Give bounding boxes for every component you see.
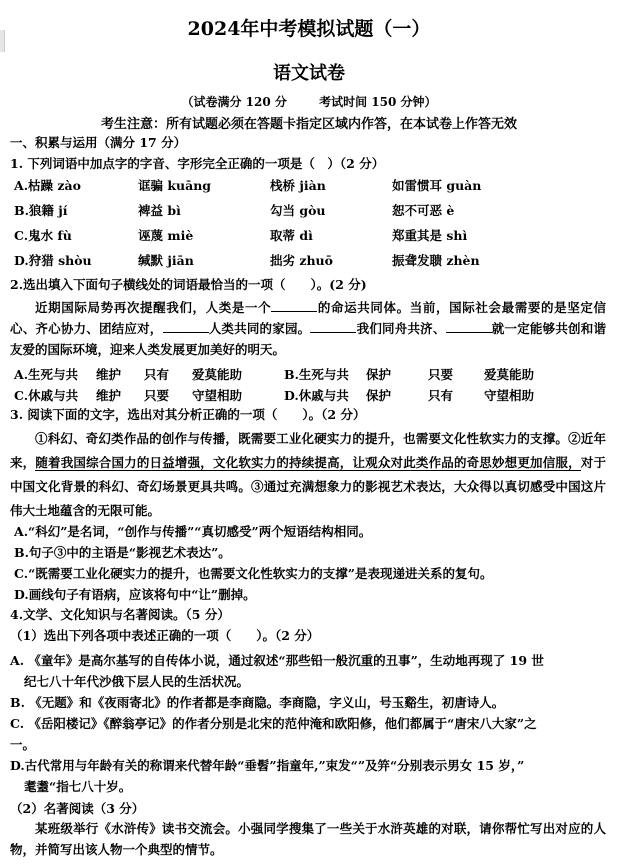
q2-option-c-word: 维护 xyxy=(96,388,122,403)
q2-option-c: C.休戚与共 xyxy=(14,388,79,403)
q4-option-b: B. 《无题》和《夜雨寄北》的作者都是李商隐。李商隐，字义山，号玉谿生，初唐诗人。 xyxy=(10,695,505,710)
q1-word: 拙劣 zhuō xyxy=(270,253,333,268)
q1-word: 取蒂 dì xyxy=(270,228,313,243)
q3-option-b: B.句子③中的主语是“影视艺术表达”。 xyxy=(14,545,231,560)
exam-notice: 考生注意：所有试题必须在答题卡指定区域内作答，在本试卷上作答无效 xyxy=(100,117,517,132)
q4-sub2-passage: 某班级举行《水浒传》读书交流会。小强同学搜集了一些关于水浒英雄的对联，请你帮忙写出对应的人物，并简写出该人物一个典型的情节。 xyxy=(10,821,606,857)
q4-sub2: （2）名著阅读（3 分） xyxy=(10,801,145,816)
q3-option-c: C.“既需要工业化硬实力的提升，也需要文化性软实力的支撑”是表现递进关系的复句。 xyxy=(14,566,493,581)
q2-option-c-word: 守望相助 xyxy=(192,388,243,403)
q1-word: C.鬼水 fù xyxy=(14,228,72,243)
q2-option-d: D.休戚与共 xyxy=(284,388,349,403)
q2-options-row-2 xyxy=(14,386,614,403)
q2-text: 的命运共同体。当前，国际社会最需要的是坚定信心、齐心协力、团结应对， xyxy=(10,300,606,336)
q2-passage xyxy=(10,297,606,363)
page-title: 2024年中考模拟试题（一） xyxy=(187,18,431,40)
q2-text: 就一定能够共创和谐友爱的国际环境，迎来人类发展更加美好的明天。 xyxy=(10,321,606,357)
q4-option-c-line1: C. 《岳阳楼记》《醉翁亭记》的作者分别是北宋的范仲淹和欧阳修，他们都属于“唐宋八大家”之 xyxy=(10,716,537,731)
q4-option-d-line1: D.古代常用与年龄有关的称谓来代替年龄“垂髫”指童年,”束发“”及笄“分别表示男女 15 岁，” xyxy=(10,758,525,773)
full-score: （试卷满分 120 分 xyxy=(181,95,287,109)
q2-option-a-word: 维护 xyxy=(96,367,122,382)
q1-word: A.枯躁 zào xyxy=(14,178,81,193)
q1-row-a xyxy=(14,176,614,193)
q2-option-b-word: 爱莫能助 xyxy=(484,367,535,382)
q3-option-a: A.“科幻”是名词，“创作与传播”“真切感受”两个短语结构相同。 xyxy=(14,524,372,539)
q2-options-row-1 xyxy=(14,365,614,382)
q2-blank-2 xyxy=(163,320,209,333)
q1-word: 郑重其是 shì xyxy=(392,228,468,243)
q2-blank-4 xyxy=(446,320,492,333)
q4-option-a-line1: A. 《童年》是高尔基写的自传体小说，通过叙述“那些铅一般沉重的丑事”，生动地再现了 19 世 xyxy=(10,653,544,668)
q2-option-a-word: 爱莫能助 xyxy=(192,367,243,382)
q2-option-a: A.生死与共 xyxy=(14,367,79,382)
q1-row-d xyxy=(14,251,614,268)
exam-info xyxy=(0,93,618,110)
q1-word: 勾当 gòu xyxy=(270,203,326,218)
q2-option-d-word: 保护 xyxy=(366,388,392,403)
q1-word: 裨益 bì xyxy=(138,203,181,218)
q1-word: D.狩猎 shòu xyxy=(14,253,92,268)
q3-passage xyxy=(10,427,606,519)
q2-text: 人类共同的家园。 xyxy=(208,321,311,336)
q4-sub1: （1）选出下列各项中表述正确的一项（ ）。（2 分） xyxy=(10,628,320,643)
q4-option-d-line2: 耄耋“指七八十岁。 xyxy=(24,779,132,794)
q2-blank-1 xyxy=(271,299,317,312)
q2-blank-3 xyxy=(310,320,356,333)
q1-word: 如雷惯耳 guàn xyxy=(392,178,482,193)
q3-underlined-sentence: 随着我国综合国力的日益增强，文化软实力的持续提高，让观众对此类作品的奇思妙想更加信服， xyxy=(35,455,581,470)
q1-word: 缄默 jiān xyxy=(138,253,194,268)
q2-option-d-word: 守望相助 xyxy=(484,388,535,403)
q1-stem: 1. 下列词语中加点字的字音、字形完全正确的一项是（ ）（2 分） xyxy=(10,156,385,171)
q1-row-c xyxy=(14,226,614,243)
q4-stem: 4.文学、文化知识与名著阅读。（5 分） xyxy=(10,607,230,622)
q3-text: ①科幻、奇幻类作品的创作与传播，既需要工业化硬实力的提升，也需要文化性软实力的支撑。②近年来， xyxy=(10,431,606,470)
q1-word: B.狼籍 jí xyxy=(14,203,68,218)
exam-time: 考试时间 150 分钟） xyxy=(319,95,437,109)
q2-option-b: B.生死与共 xyxy=(284,367,349,382)
q2-option-a-word: 只有 xyxy=(144,367,170,382)
q3-text: 对于中国文化背景的科幻、奇幻场景更具共鸣。③通过充满想象力的影视艺术表达，大众得以真切感受中国这片伟大土地蕴含的无限可能。 xyxy=(10,455,606,518)
q1-word: 恕不可恶 è xyxy=(392,203,455,218)
page-subtitle: 语文试卷 xyxy=(273,63,345,84)
q2-text: 近期国际局势再次提醒我们，人类是一个 xyxy=(35,300,272,315)
q1-word: 诓骗 kuāng xyxy=(138,178,212,193)
q1-word: 振聋发聩 zhèn xyxy=(392,253,480,268)
q2-stem: 2.选出填入下面句子横线处的词语最恰当的一项（ ）。(2 分) xyxy=(10,277,367,292)
q2-option-b-word: 只要 xyxy=(428,367,454,382)
q1-row-b xyxy=(14,201,614,218)
q2-option-d-word: 只有 xyxy=(428,388,454,403)
q2-text: 我们同舟共济、 xyxy=(356,321,446,336)
q4-option-a-line2: 纪七八十年代沙俄下层人民的生活状况。 xyxy=(24,674,250,689)
q3-stem: 3. 阅读下面的文字，选出对其分析正确的一项（ ）。（2 分） xyxy=(10,407,366,422)
q2-option-b-word: 保护 xyxy=(366,367,392,382)
q1-word: 诬蔑 miè xyxy=(138,228,194,243)
section-heading: 一、积累与运用（满分 17 分） xyxy=(10,135,187,150)
q4-option-c-line2: 一。 xyxy=(10,737,36,752)
q3-option-d: D.画线句子有语病，应该将句中“让”删掉。 xyxy=(14,587,256,602)
q1-word: 栈桥 jiàn xyxy=(270,178,326,193)
q2-option-c-word: 只要 xyxy=(144,388,170,403)
